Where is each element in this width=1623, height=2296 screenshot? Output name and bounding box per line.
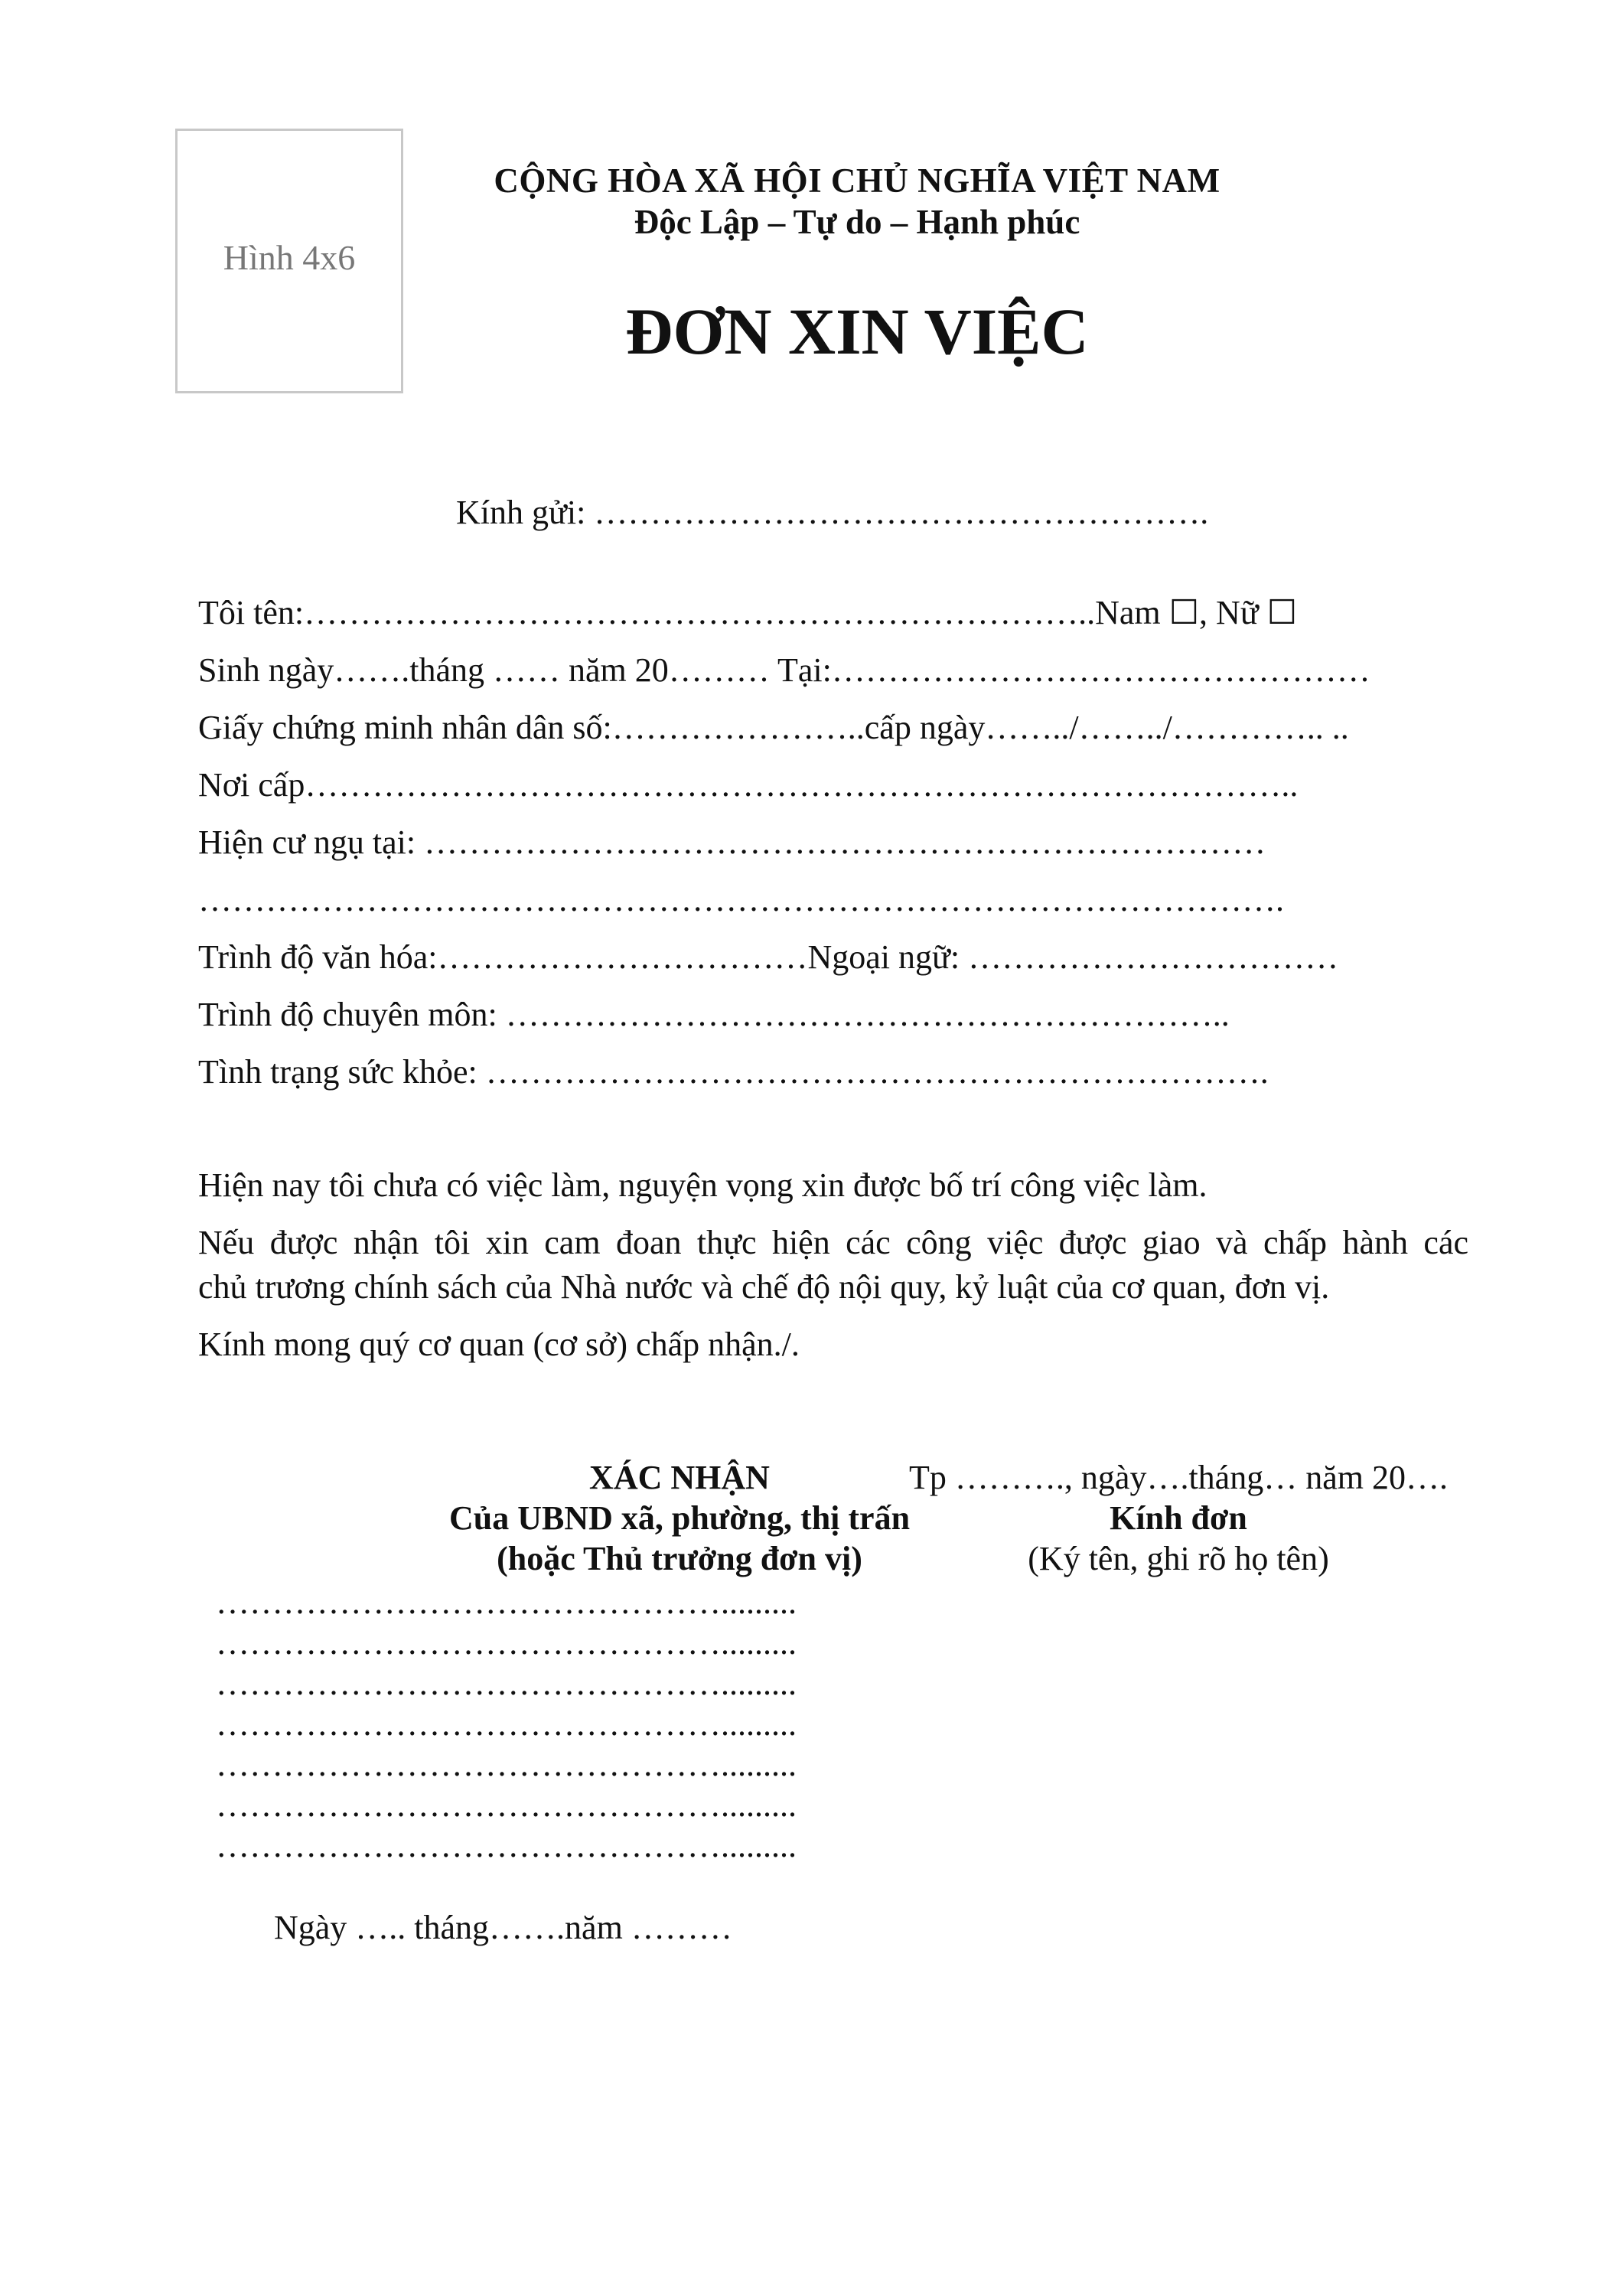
applicant-title: Kính đơn xyxy=(1110,1499,1247,1537)
confirm-authority-alt: (hoặc Thủ trưởng đơn vị) xyxy=(497,1540,862,1577)
body-paragraph-1: Hiện nay tôi chưa có việc làm, nguyện vọng xin được bố trí công việc làm. xyxy=(198,1166,1207,1204)
confirm-authority: Của UBND xã, phường, thị trấn xyxy=(448,1499,911,1537)
field-health: Tình trạng sức khỏe: ……………………………………………………………. xyxy=(198,1053,1269,1091)
field-id-card: Giấy chứng minh nhân dân số:…………………..cấp ngày……../……../………….. .. xyxy=(198,709,1349,746)
field-birth: Sinh ngày…….tháng …… năm 20……… Tại:………………………………………… xyxy=(198,651,1370,689)
photo-label: Hình 4x6 xyxy=(223,237,356,277)
confirm-dot-line: ………………………………………......... xyxy=(216,1624,797,1662)
recipient-line: Kính gửi: ………………………………………………. xyxy=(456,494,1209,531)
body-paragraph-2-line-2: chủ trương chính sách của Nhà nước và chế độ nội quy, kỷ luật của cơ quan, đơn vị. xyxy=(198,1268,1330,1306)
field-residence: Hiện cư ngụ tại: ………………………………………………………………… xyxy=(198,823,1266,861)
field-specialty: Trình độ chuyên môn: ……………………………………………………….. xyxy=(198,996,1230,1033)
field-name: Tôi tên:……………………………………………………………..Nam ☐, Nữ ☐ xyxy=(198,594,1298,631)
confirm-dot-line: ………………………………………......... xyxy=(216,1746,797,1783)
photo-placeholder xyxy=(175,129,403,393)
confirm-dot-line: ………………………………………......... xyxy=(216,1583,797,1621)
field-education: Trình độ văn hóa:……………………………Ngoại ngữ: …………………………… xyxy=(198,938,1339,976)
field-issue-place: Nơi cấp…………………………………………………………………………….. xyxy=(198,766,1299,804)
body-paragraph-3: Kính mong quý cơ quan (cơ sở) chấp nhận./. xyxy=(198,1326,800,1363)
national-motto: Độc Lập – Tự do – Hạnh phúc xyxy=(634,203,1080,241)
document-title: ĐƠN XIN VIỆC xyxy=(625,295,1089,368)
confirm-dot-line: ………………………………………......... xyxy=(216,1827,797,1864)
applicant-place-date: Tp ………., ngày….tháng… năm 20…. xyxy=(909,1459,1448,1496)
national-title: CỘNG HÒA XÃ HỘI CHỦ NGHĨA VIỆT NAM xyxy=(494,161,1221,200)
field-residence-cont: ……………………………………………………………………………………. xyxy=(198,881,1284,918)
applicant-signature-note: (Ký tên, ghi rõ họ tên) xyxy=(1028,1540,1329,1577)
body-paragraph-2-line-1: Nếu được nhận tôi xin cam đoan thực hiện các công việc được giao và chấp hành các xyxy=(198,1224,1468,1261)
confirm-title: XÁC NHẬN xyxy=(589,1459,770,1496)
confirm-date: Ngày ….. tháng…….năm ……… xyxy=(274,1909,732,1946)
confirm-dot-line: ………………………………………......... xyxy=(216,1665,797,1702)
confirm-dot-line: ………………………………………......... xyxy=(216,1786,797,1824)
confirm-dot-line: ………………………………………......... xyxy=(216,1705,797,1743)
